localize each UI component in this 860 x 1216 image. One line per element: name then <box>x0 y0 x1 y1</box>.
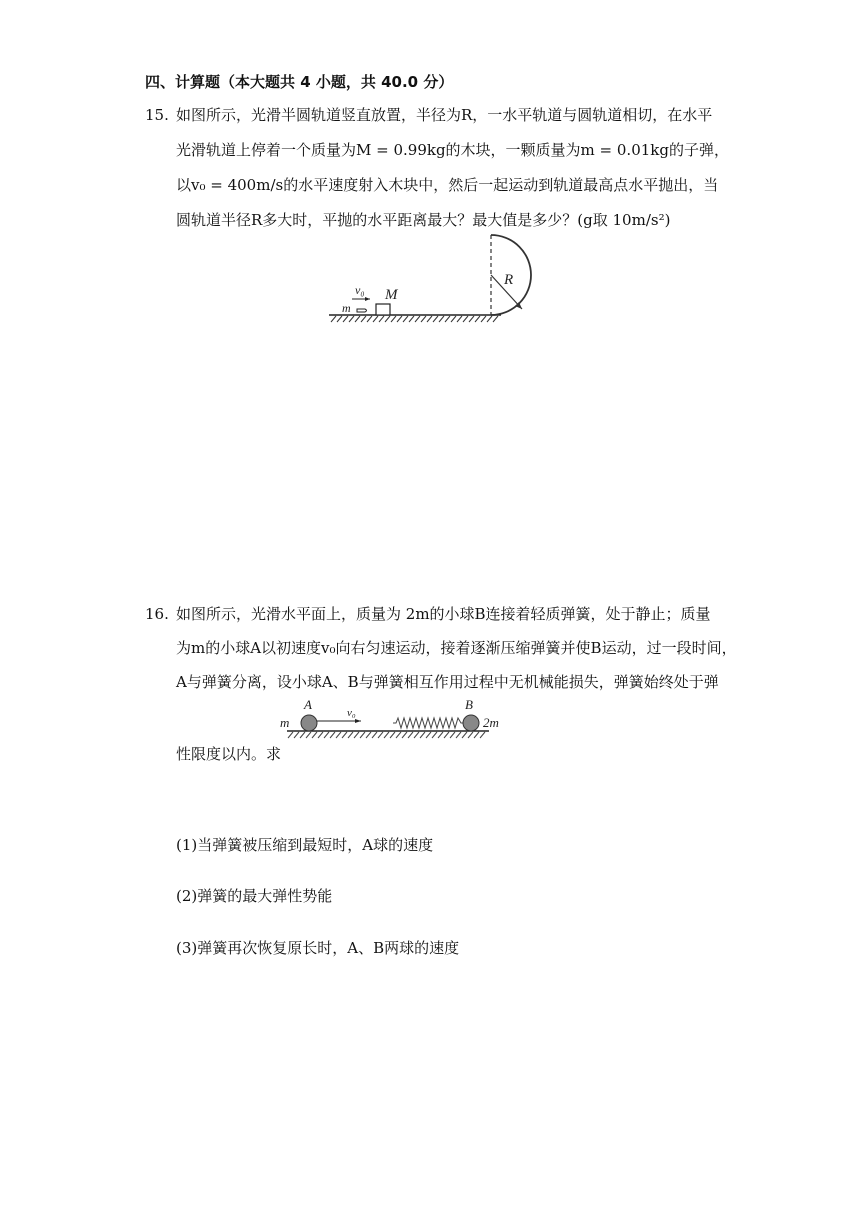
question-number: 16. <box>145 605 169 623</box>
label-R: R <box>504 272 514 288</box>
ball-B <box>463 715 479 731</box>
subquestion-3: (3)弹簧再次恢复原长时，A、B两球的速度 <box>176 939 460 957</box>
label-B: B <box>465 697 473 712</box>
label-A: A <box>304 697 312 712</box>
question-text-line: 为m的小球A以初速度v₀向右匀速运动，接着逐渐压缩弹簧并使B运动，过一段时间， <box>176 639 737 657</box>
label-2m: 2m <box>483 715 499 730</box>
question-text-line: 以v₀ = 400m/s的水平速度射入木块中，然后一起运动到轨道最高点水平抛出，当 <box>176 176 719 194</box>
label-m: m <box>342 301 351 315</box>
track-figure <box>325 232 540 326</box>
block-M <box>376 304 390 315</box>
bullet <box>357 309 367 312</box>
ground-hatching <box>288 732 485 738</box>
velocity-arrowhead <box>355 719 361 723</box>
label-v0: v₀ <box>355 283 365 297</box>
section-title: 四、计算题（本大题共 4 小题，共 40.0 分） <box>145 73 454 91</box>
question-text-line: 如图所示，光滑半圆轨道竖直放置，半径为R，一水平轨道与圆轨道相切，在水平 <box>176 106 713 124</box>
question-text-line: 如图所示，光滑水平面上，质量为 2m的小球B连接着轻质弹簧，处于静止；质量 <box>176 605 711 623</box>
ball-A <box>301 715 317 731</box>
question-number: 15. <box>145 106 169 124</box>
question-text-line: 性限度以内。求 <box>176 745 282 763</box>
label-M: M <box>385 287 398 303</box>
subquestion-1: (1)当弹簧被压缩到最短时，A球的速度 <box>176 836 434 854</box>
spring-figure <box>275 694 500 744</box>
spring <box>393 718 464 728</box>
question-text-line: 圆轨道半径R多大时，平抛的水平距离最大？最大值是多少？(g取 10m/s²) <box>176 211 671 229</box>
question-text-line: 光滑轨道上停着一个质量为M = 0.99kg的木块，一颗质量为m = 0.01kg的子弹， <box>176 141 729 159</box>
subquestion-2: (2)弹簧的最大弹性势能 <box>176 887 333 905</box>
label-m: m <box>280 715 290 730</box>
ground-hatching <box>331 316 498 322</box>
label-v0: v₀ <box>347 707 356 719</box>
question-text-line: A与弹簧分离，设小球A、B与弹簧相互作用过程中无机械能损失，弹簧始终处于弹 <box>176 673 719 691</box>
velocity-arrowhead <box>365 297 370 301</box>
